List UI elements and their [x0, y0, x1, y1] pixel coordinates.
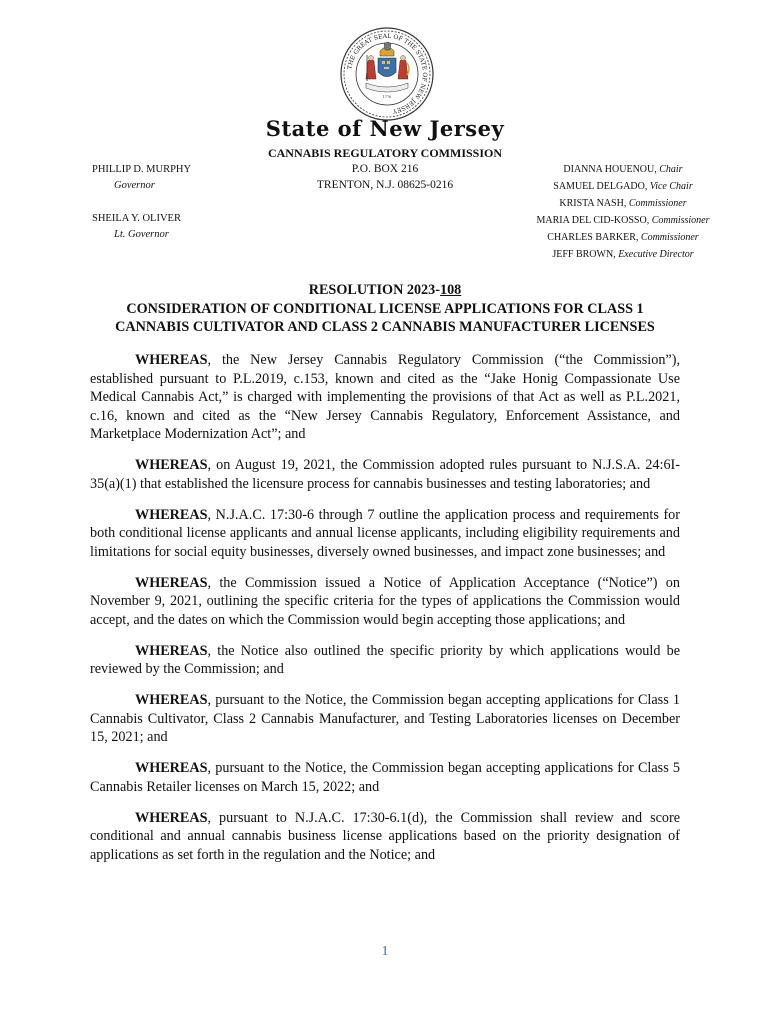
lt-governor-title: Lt. Governor — [114, 228, 169, 240]
whereas-paragraph: WHEREAS, pursuant to N.J.A.C. 17:30-6.1(d), the Commission shall review and score conditional and annual cannabis business license applications based on the priority designation of applications as set forth in the regulation and the Notice; and — [90, 809, 680, 863]
lt-governor-name: SHEILA Y. OLIVER — [92, 213, 181, 224]
resolution-number: RESOLUTION 2023-108 — [308, 282, 462, 298]
state-name-heading: State of New Jersey — [265, 116, 505, 141]
whereas-paragraph: WHEREAS, the New Jersey Cannabis Regulatory Commission (“the Commission”), established pursuant to P.L.2019, c.153, known and cited as the “Jake Honig Compassionate Use Medical Cannabis Act,” is charged with implementing the provisions of that Act as well as P.L.2021, c.16, known and cited as the “New Jersey Cannabis Regulatory, Enforcement Assistance, and Marketplace Modernization Act”; and — [90, 352, 680, 442]
governor-name: PHILLIP D. MURPHY — [92, 164, 192, 175]
agency-name: CANNABIS REGULATORY COMMISSION — [267, 146, 503, 160]
commissioner-entry: KRISTA NASH, Commissioner — [559, 198, 687, 209]
agency-address-block — [235, 145, 535, 193]
svg-text:THE GREAT SEAL OF THE STATE OF: THE GREAT SEAL OF THE STATE OF NEW JERSEY — [346, 32, 429, 115]
whereas-paragraph: WHEREAS, pursuant to the Notice, the Commission began accepting applications for Class 5 Cannabis Retailer licenses on March 15, 2022; and — [90, 760, 680, 795]
whereas-paragraph: WHEREAS, pursuant to the Notice, the Commission began accepting applications for Class 1 Cannabis Cultivator, Class 2 Cannabis Manufacturer, and Testing Laboratories licenses on December 15, 2021; and — [90, 692, 680, 745]
city-address: TRENTON, N.J. 08625-0216 — [316, 179, 454, 191]
resolution-body — [90, 351, 680, 877]
whereas-paragraph: WHEREAS, the Commission issued a Notice of Application Acceptance (“Notice”) on November 9, 2021, outlining the specific criteria for the types of applications the Commission would accept, and the dates on which the Commission would begin accepting those applications; and — [90, 574, 680, 628]
governor-block — [92, 162, 191, 242]
resolution-subject-line-1: CONSIDERATION OF CONDITIONAL LICENSE APPLICATIONS FOR CLASS 1 — [126, 300, 644, 317]
seal-graphic — [340, 27, 434, 121]
commissioner-entry: JEFF BROWN, Executive Director — [552, 249, 694, 260]
po-box: P.O. BOX 216 — [351, 163, 419, 175]
resolution-title — [90, 281, 680, 337]
whereas-paragraph: WHEREAS, on August 19, 2021, the Commission adopted rules pursuant to N.J.S.A. 24:6I-35(a)(1) that established the licensure process for cannabis businesses and testing laboratories; and — [90, 457, 680, 492]
resolution-subject-line-2: CANNABIS CULTIVATOR AND CLASS 2 CANNABIS MANUFACTURER LICENSES — [115, 319, 655, 335]
whereas-paragraph: WHEREAS, the Notice also outlined the specific priority by which applications would be reviewed by the Commission; and — [90, 642, 680, 677]
governor-title: Governor — [114, 179, 155, 191]
page-number: 1 — [381, 944, 389, 959]
commissioner-entry: MARIA DEL CID-KOSSO, Commissioner — [536, 215, 710, 226]
commissioner-entry: CHARLES BARKER, Commissioner — [547, 232, 699, 243]
whereas-paragraph: WHEREAS, N.J.A.C. 17:30-6 through 7 outline the application process and requirements for both conditional license applicants and annual license applicants, including eligibility requirements and limitations for social equity businesses, diversely owned businesses, and impact zone businesses; and — [90, 506, 680, 560]
commissioner-entry: SAMUEL DELGADO, Vice Chair — [553, 181, 693, 192]
svg-text:1776: 1776 — [382, 95, 392, 99]
commissioner-entry: DIANNA HOUENOU, Chair — [563, 164, 683, 175]
state-seal — [340, 27, 434, 121]
commissioners-list — [508, 161, 738, 263]
